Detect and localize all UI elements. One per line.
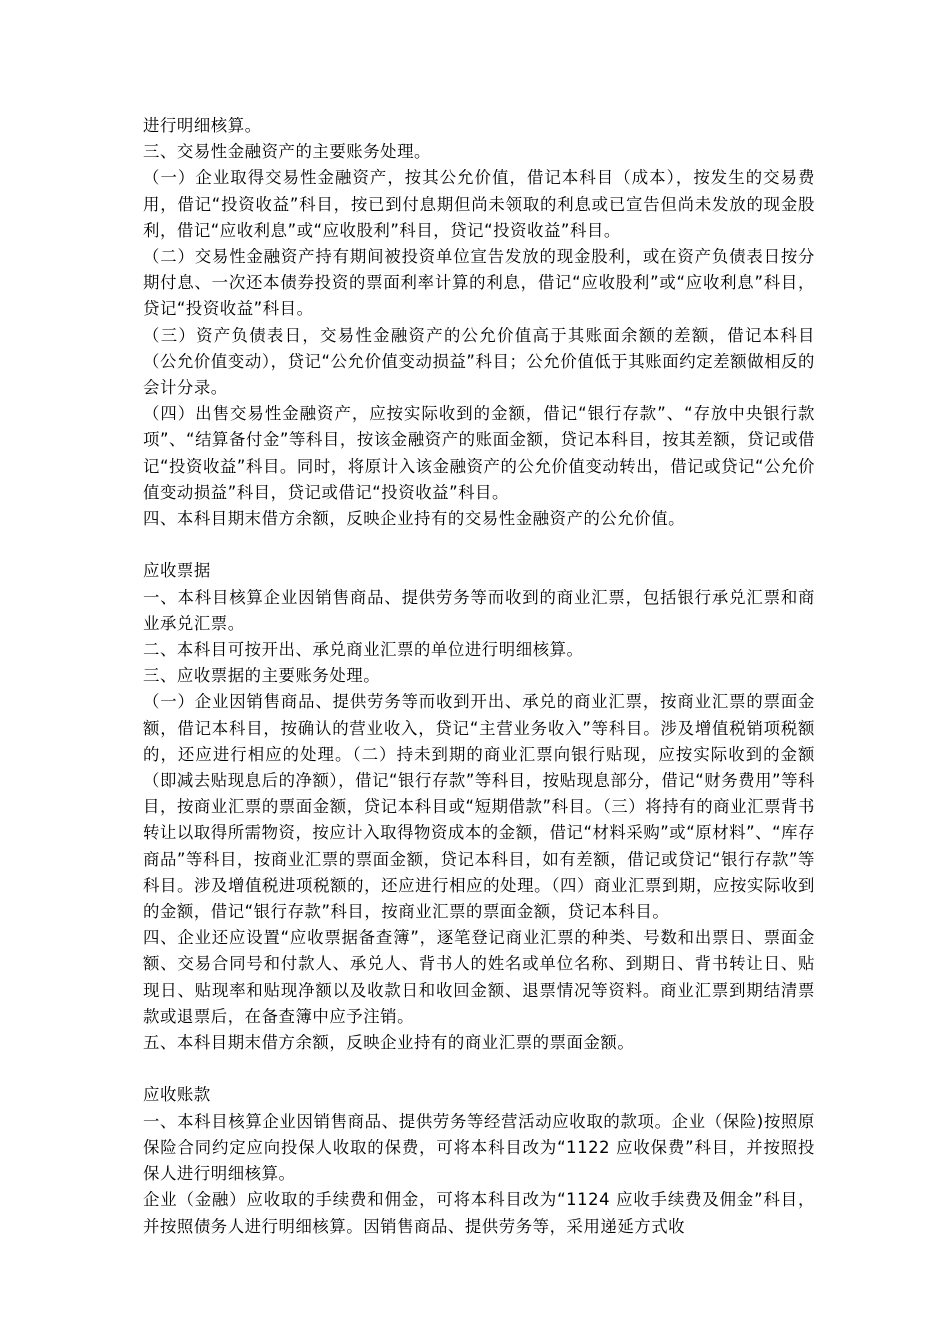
section-heading: 三、交易性金融资产的主要账务处理。 xyxy=(143,142,431,162)
section-title: 应收票据 xyxy=(143,561,211,581)
paragraph: 五、本科目期末借方余额，反映企业持有的商业汇票的票面金额。 xyxy=(143,1033,635,1053)
document-page xyxy=(143,113,815,1240)
paragraph: 三、应收票据的主要账务处理。 xyxy=(143,666,381,686)
paragraph: 一、本科目核算企业因销售商品、提供劳务等而收到的商业汇票，包括银行承兑汇票和商业承兑汇票。 xyxy=(143,587,815,633)
paragraph: 四、企业还应设置“应收票据备查簿”，逐笔登记商业汇票的种类、号数和出票日、票面金额、交易合同号和付款人、承兑人、背书人的姓名或单位名称、到期日、背书转让日、贴现日、贴现率和贴现净额以及收款日和收回金额、退票情况等资料。商业汇票到期结清票款或退票后，在备查簿中应予注销。 xyxy=(143,928,815,1026)
blank-line xyxy=(143,1056,815,1082)
paragraph: 二、本科目可按开出、承兑商业汇票的单位进行明细核算。 xyxy=(143,640,584,660)
paragraph: 一、本科目核算企业因销售商品、提供劳务等经营活动应收取的款项。企业（保险)按照原保险合同约定应向投保人收取的保费，可将本科目改为“1122 应收保费”科目，并按照投保人进行明细核算。 xyxy=(143,1111,815,1184)
blank-line xyxy=(143,532,815,558)
text-line: 进行明细核算。 xyxy=(143,116,262,135)
paragraph: 四、本科目期末借方余额，反映企业持有的交易性金融资产的公允价值。 xyxy=(143,509,686,529)
paragraph: （二）交易性金融资产持有期间被投资单位宣告发放的现金股利，或在资产负债表日按分期付息、一次还本债券投资的票面利率计算的利息，借记“应收股利”或“应收利息”科目，贷记“投资收益”科目。 xyxy=(143,247,815,319)
section-title: 应收账款 xyxy=(143,1085,211,1105)
paragraph: 企业（金融）应收取的手续费和佣金，可将本科目改为“1124 应收手续费及佣金”科目，并按照债务人进行明细核算。因销售商品、提供劳务等，采用递延方式收 xyxy=(143,1190,815,1236)
paragraph: （四）出售交易性金融资产，应按实际收到的金额，借记“银行存款”、“存放中央银行款项”、“结算备付金”等科目，按该金融资产的账面金额，贷记本科目，按其差额，贷记或借记“投资收益”科目。同时，将原计入该金融资产的公允价值变动转出，借记或贷记“公允价值变动损益”科目，贷记或借记“投资收益”科目。 xyxy=(143,404,815,502)
paragraph: （一）企业因销售商品、提供劳务等而收到开出、承兑的商业汇票，按商业汇票的票面金额，借记本科目，按确认的营业收入，贷记“主营业务收入”等科目。涉及增值税销项税额的，还应进行相应的处理。（二）持未到期的商业汇票向银行贴现，应按实际收到的金额（即减去贴现息后的净额），借记“银行存款”等科目，按贴现息部分，借记“财务费用”等科目，按商业汇票的票面金额，贷记本科目或“短期借款”科目。（三）将持有的商业汇票背书转让以取得所需物资，按应计入取得物资成本的金额，借记“材料采购”或“原材料”、“库存商品”等科目，按商业汇票的票面金额，贷记本科目，如有差额，借记或贷记“银行存款”等科目。涉及增值税进项税额的，还应进行相应的处理。（四）商业汇票到期，应按实际收到的金额，借记“银行存款”科目，按商业汇票的票面金额，贷记本科目。 xyxy=(143,692,816,922)
paragraph: （三）资产负债表日，交易性金融资产的公允价值高于其账面余额的差额，借记本科目（公允价值变动），贷记“公允价值变动损益”科目；公允价值低于其账面约定差额做相反的会计分录。 xyxy=(143,325,815,398)
paragraph: （一）企业取得交易性金融资产，按其公允价值，借记本科目（成本），按发生的交易费用，借记“投资收益”科目，按已到付息期但尚未领取的利息或已宣告但尚未发放的现金股利，借记“应收利息”或“应收股利”科目，贷记“投资收益”科目。 xyxy=(143,168,815,240)
